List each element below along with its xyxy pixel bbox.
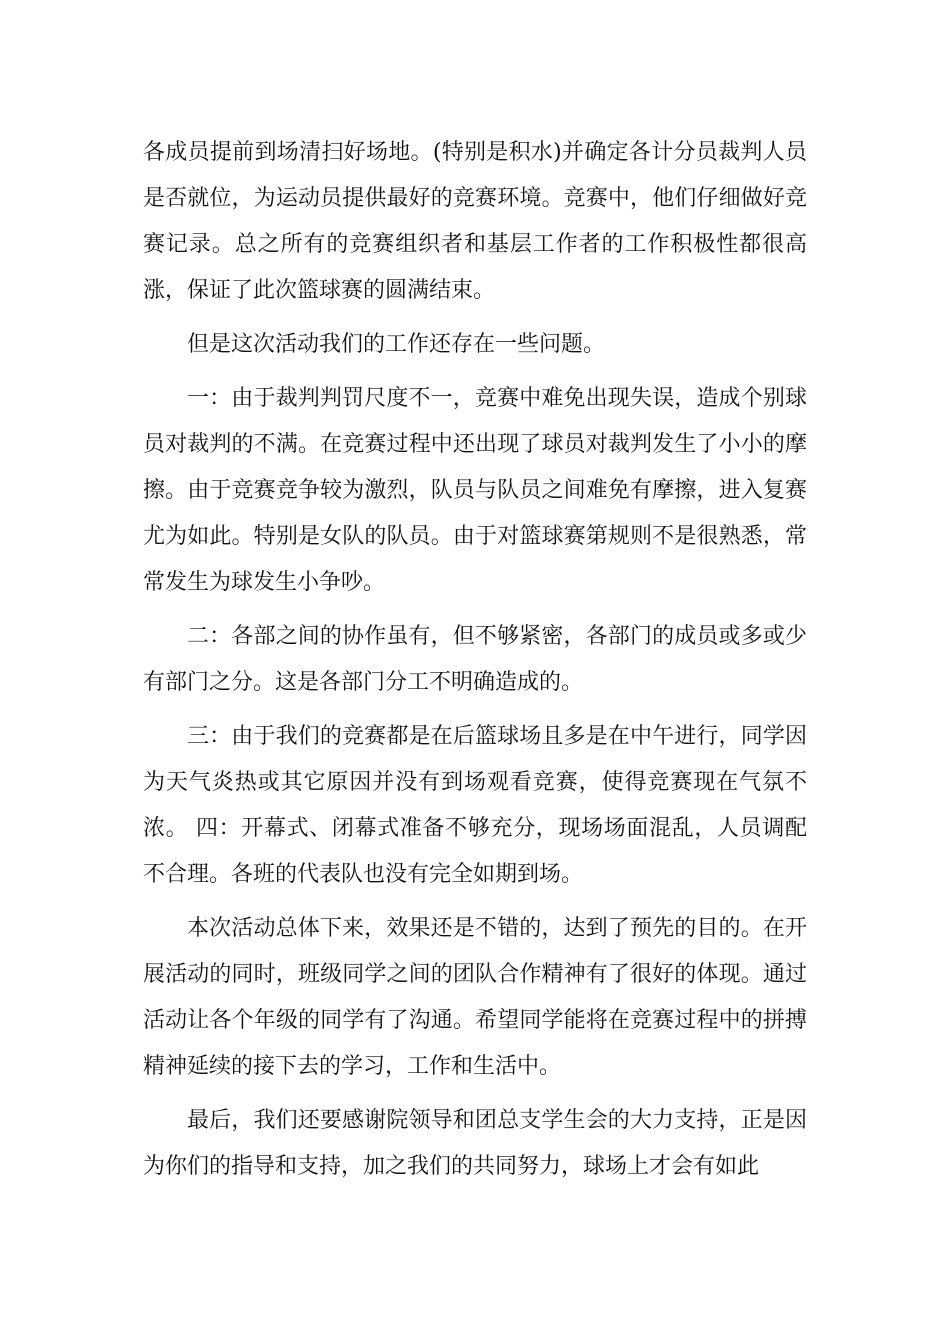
paragraph-problem-two: 二：各部之间的协作虽有，但不够紧密，各部门的成员或多或少有部门之分。这是各部门分工不明确造成的。 bbox=[143, 624, 807, 695]
paragraph-continuation: 各成员提前到场清扫好场地。(特别是积水)并确定各计分员裁判人员是否就位，为运动员提供最好的竞赛环境。竞赛中，他们仔细做好竞赛记录。总之所有的竞赛组织者和基层工作者的工作积极性都很高涨，保证了此次篮球赛的圆满结束。 bbox=[143, 140, 807, 303]
paragraph-problem-one: 一：由于裁判判罚尺度不一，竞赛中难免出现失误，造成个别球员对裁判的不满。在竞赛过程中还出现了球员对裁判发生了小小的摩擦。由于竞赛竞争较为激烈，队员与队员之间难免有摩擦，进入复赛尤为如此。特别是女队的队员。由于对篮球赛第规则不是很熟悉，常常发生为球发生小争吵。 bbox=[143, 386, 807, 595]
paragraph-summary: 本次活动总体下来，效果还是不错的，达到了预先的目的。在开展活动的同时，班级同学之间的团队合作精神有了很好的体现。通过活动让各个年级的同学有了沟通。希望同学能将在竞赛过程中的拼搏精神延续的接下去的学习，工作和生活中。 bbox=[143, 916, 807, 1079]
paragraph-problem-three-four: 三：由于我们的竞赛都是在后篮球场且多是在中午进行，同学因为天气炎热或其它原因并没有到场观看竞赛，使得竞赛现在气氛不浓。 四：开幕式、闭幕式准备不够充分，现场场面混乱，人员调配不合理。各班的代表队也没有完全如期到场。 bbox=[143, 724, 807, 887]
paragraph-problems-intro: 但是这次活动我们的工作还存在一些问题。 bbox=[187, 332, 606, 357]
document-body bbox=[143, 130, 807, 1198]
paragraph-thanks: 最后，我们还要感谢院领导和团总支学生会的大力支持，正是因为你们的指导和支持，加之我们的共同努力，球场上才会有如此 bbox=[143, 1108, 807, 1179]
